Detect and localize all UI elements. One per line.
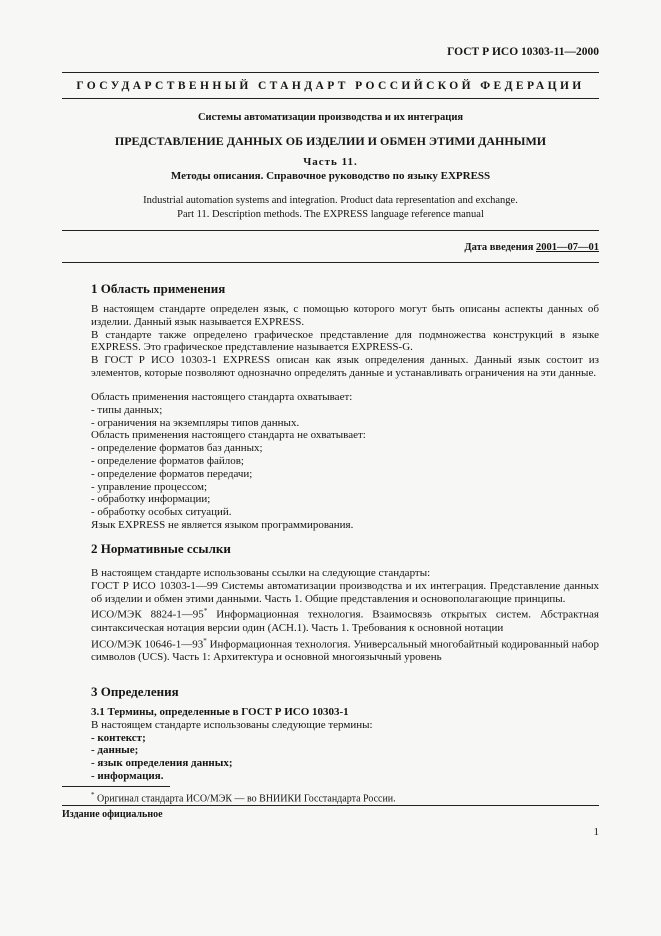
section1-heading: 1 Область применения — [91, 281, 226, 296]
document-code: ГОСТ Р ИСО 10303-11—2000 — [447, 46, 599, 58]
term-item: - данные; — [91, 744, 139, 757]
footnote — [91, 791, 396, 804]
not-covers-item: - обработку информации; — [91, 493, 211, 506]
title-block-rule — [62, 230, 599, 231]
reference-3-asterisk: * — [203, 636, 207, 645]
section2-intro: В настоящем стандарте использованы ссылки на следующие стандарты: — [91, 567, 431, 579]
reference-2 — [91, 605, 599, 634]
reference-2-asterisk: * — [203, 607, 208, 616]
section3-intro: В настоящем стандарте использованы следующие термины: — [91, 718, 373, 731]
not-covers-item: - определение форматов передачи; — [91, 467, 253, 480]
not-covers-item: - определение форматов баз данных; — [91, 442, 263, 455]
part-number: Часть 11. — [303, 156, 358, 168]
header-rule-top — [62, 72, 599, 73]
date-rule — [62, 262, 599, 263]
section1-p3: В ГОСТ Р ИСО 10303-1 EXPRESS описан как язык определения данных. Данный язык состоит из элементов, которые позволяют однозначно определять данные и устанавливать ограничения на эти данные. — [91, 354, 599, 379]
not-covers-item: - управление процессом; — [91, 480, 208, 493]
state-standard-banner: ГОСУДАРСТВЕННЫЙ СТАНДАРТ РОССИЙСКОЙ ФЕДЕРАЦИИ — [76, 80, 585, 92]
edition-label: Издание официальное — [62, 809, 163, 820]
section1-closing: Язык EXPRESS не является языком программирования. — [91, 518, 354, 531]
section2-heading: 2 Нормативные ссылки — [91, 541, 231, 556]
section1-body — [91, 303, 599, 380]
covers-item: - типы данных; — [91, 403, 163, 416]
section3-body — [91, 706, 599, 783]
part-title: Методы описания. Справочное руководство по языку EXPRESS — [170, 170, 491, 182]
reference-3-code: ИСО/МЭК 10646-1—93 — [91, 638, 204, 651]
reference-3-text: Информационная технология. Универсальный многобайтный кодированный набор символов (UCS). Часть 1: Архитектура и основной многоязычный уровень — [91, 638, 599, 664]
term-item: - язык определения данных; — [91, 757, 233, 770]
reference-3 — [91, 635, 599, 664]
footnote-rule — [62, 786, 170, 787]
introduction-date — [464, 242, 599, 253]
header-rule-bottom — [62, 98, 599, 99]
section3-subheading: 3.1 Термины, определенные в ГОСТ Р ИСО 10303-1 — [91, 706, 349, 718]
not-covers-item: - определение форматов файлов; — [91, 454, 244, 467]
not-covers-item: - обработку особых ситуаций. — [91, 506, 232, 519]
reference-2-code: ИСО/МЭК 8824-1—95 — [91, 609, 204, 622]
section1-p2: В стандарте также определено графическое представление для подмножества конструкций в языке EXPRESS. Это графическое представление называется EXPRESS-G. — [91, 328, 599, 354]
section1-p1: В настоящем стандарте определен язык, с помощью которого могут быть описаны аспекты данных об изделии. Данный язык называется EXPRESS. — [91, 303, 599, 328]
introduction-date-value: 2001—07—01 — [536, 242, 599, 253]
covers-item: - ограничения на экземпляры типов данных. — [91, 416, 300, 429]
introduction-date-label: Дата введения — [464, 242, 534, 253]
section1-scope-list — [91, 391, 599, 532]
reference-2-text: Информационная технология. Взаимосвязь открытых систем. Абстрактная синтаксическая нотация версии один (АСН.1). Часть 1. Требования к основной нотации — [91, 609, 599, 634]
footnote-text: Оригинал стандарта ИСО/МЭК — во ВНИИКИ Госстандарта России. — [94, 793, 396, 805]
footnote-mark: * — [91, 791, 95, 799]
term-item: - контекст; — [91, 731, 146, 744]
not-covers-intro: Область применения настоящего стандарта не охватывает: — [91, 429, 366, 442]
footer-rule — [62, 805, 599, 806]
english-title-line2: Part 11. Description methods. The EXPRESS language reference manual — [177, 209, 484, 220]
main-title: ПРЕДСТАВЛЕНИЕ ДАННЫХ ОБ ИЗДЕЛИИ И ОБМЕН ЭТИМИ ДАННЫМИ — [114, 134, 547, 148]
term-item: - информация. — [91, 769, 164, 782]
english-title-line1: Industrial automation systems and integration. Product data representation and exchange. — [143, 195, 518, 206]
series-title: Системы автоматизации производства и их интеграция — [197, 112, 464, 123]
section3-heading: 3 Определения — [91, 684, 179, 699]
page-number: 1 — [593, 826, 599, 838]
section2-body — [91, 567, 599, 664]
english-title — [62, 194, 599, 222]
reference-1: ГОСТ Р ИСО 10303-1—99 Системы автоматизации производства и их интеграция. Представление данных об изделии и обмен этими данными. Часть 1. Общие представления и основополагающие принципы. — [91, 579, 599, 605]
covers-intro: Область применения настоящего стандарта охватывает: — [91, 391, 353, 403]
